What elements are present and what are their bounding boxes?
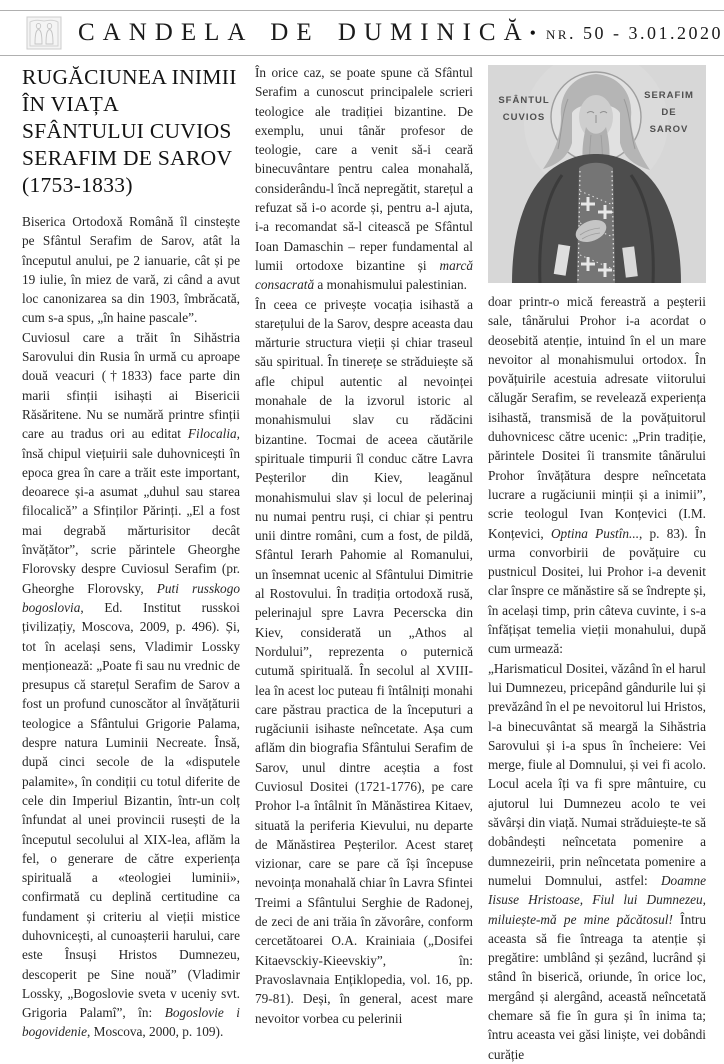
- paragraph: [255, 63, 473, 295]
- icon-inscription-left-2: CUVIOS: [502, 112, 546, 123]
- icon-inscription-left-1: SFÂNTUL: [498, 95, 550, 106]
- icon-inscription-right-1: SERAFIM: [644, 90, 694, 101]
- text-run: , p. 83). În urma convorbirii de povățuire cu pustnicul Dositei, lui Prohor i-a devenit clar înspre ce mănăstire să se îndrepte și, în același timp, prin câteva cuvinte, i s-a înfățișat temelia vieții monahului, după cum urmează:: [488, 525, 706, 657]
- icon-inscription-right-3: SAROV: [649, 124, 689, 135]
- italic-text: Filocalia: [187, 426, 237, 442]
- text-run: , însă chipul viețuirii sale duhovnicești în epoca grea în care a trăit este important, deoarece și-a asumat „duhul sau starea filocalică” a Sfinților Părinți. „El a fost mai degrabă mărturisitor decât învățător”, scrie părintele Gheorghe Florovsky despre Cuviosul Serafim (pr. Gheorghe Florovsky,: [22, 426, 240, 596]
- italic-text: Puti russkogo bogoslovia: [22, 580, 240, 615]
- issue-number-date: nr. 50 - 3.01.2020: [545, 22, 724, 43]
- paragraph: [22, 328, 240, 1042]
- italic-text: Bogoslovie i bogovidenie: [22, 1005, 240, 1040]
- text-run: În ceea ce privește vocația isihastă a starețului de la Sarov, despre aceasta dau mărturie structura vieții și chiar traseul său spiritual. În tinerețe se străduiește să afle chipul autentic al nevoinței monahale de la izvorul istoric al monahismului slav cu rădăcini bizantine. Tocmai de aceea căutările spirituale timpurii îl conduc către Lavra Peșterilor din Kiev, leagănul monahismului slav și locul de pelerinaj nu numai pentru ruși, ci chiar și pentru unii dintre români, cum a fost, de pildă, Sfântul Ierarh Pahomie al Romanului, un însemnat ucenic al Sfântului Dimitrie al Rostovului. În tradiția ortodoxă rusă, pelerinajul spre Lavra Pecerscka din Kiev, considerată un „Athos al Nordului”, reprezenta o puternică cutumă spirituală. În secolul al XVIII-lea în acest loc puteau fi întâlniți monahi care păstrau practica de la începuturi a rugăciunii isihaste neîncetate. Așa cum aflăm din biografia Sfântului Serafim de Sarov, unul dintre aceștia a fost Cuviosul Dositei (1721-1776), pe care Prohor l-a întâlnit în Mănăstirea Kitaev, situată la periferia Kievului, nu departe de Mănăstirea Peșterilor. Acest stareț vizionar, care se pare că își începuse nevoința monahală chiar în Lavra Sfintei Treimi a Sfântului Serghie de Radonej, de zeci de ani trăia în zăvorâre, conform cercetătoarei O.A. Krainiaia („Dosifei Kitaevsckiy-Kieevskiy”, în: Pravoslavnaia Ențiklopedia, vol. 16, pp. 79-81). Deși, în general, acest mare nevoitor vorbea cu pelerinii: [255, 296, 473, 1026]
- italic-text: Doamne Iisuse Hristoase, Fiul lui Dumnezeu, miluiește-mă pe mine păcătosul!: [488, 872, 706, 927]
- text-run: , Moscova, 2000, p. 109).: [87, 1024, 224, 1040]
- text-run: , Ed. Institut russkoi țivilizațiy, Moscova, 2009, p. 496). Și, tot în același sens, Vladimir Lossky menționează: „Poate fi sau nu vrednic de presupus că starețul Serafim de Sarov a fost un profund cunoscător al învățăturii teologice a Sfântului Grigorie Palama, despre natura Luminii Necreate. Însă, după cinci secole de la «disputele palamite», în condiții cu totul diferite de cele din Imperiul Bizantin, într-un colț înfundat al unei provincii rusești de la începutul secolului al XIX-lea, aflăm la fel, o generare de către experiența spirituală a «teologiei luminii», confirmată cu deplină certitudine ca fundament și criteriu al vieții mistice duhovnicești, al cunoașterii harului, care este Însuși Hristos Dumnezeu, descoperit pe Sine nouă” (Vladimir Lossky, „Bogoslovie sveta v uceniy svt. Grigoria Palamî”, în:: [22, 599, 240, 1021]
- italic-text: Optina Pustîn...: [550, 525, 640, 541]
- text-run: În orice caz, se poate spune că Sfântul Serafim a cunoscut principalele scrieri teologice ale tradiției bizantine. De exemplu, unui tânăr profesor de teologie, care a venit să-i ceară binecuvântare pentru calea monahală, considerându-l încă nepregătit, starețul a refuzat să i-o acorde și, pentru a-l ajuta, i-a recomandat să-l citească pe Sfântul Ioan Damaschin – reper fundamental al lumii ortodoxe bizantine și: [255, 65, 473, 273]
- article-title: RUGĂCIUNEA INIMII ÎN VIAȚA SFÂNTULUI CUVIOS SERAFIM DE SAROV (1753-1833): [22, 65, 237, 197]
- issue-group: [530, 23, 723, 44]
- paragraph: [488, 659, 706, 1064]
- italic-text: marcă consacrată: [255, 257, 473, 293]
- column-2: [255, 63, 473, 1064]
- bullet-separator: •: [529, 22, 536, 43]
- text-run: Întru aceasta să fie întreaga ta atenție și pregătire: umblând și șezând, lucrând și stând în biserică, oriunde, în orice loc, mergând și alergând, această neîncetată chemare să fie în gura și în inima ta; întru aceasta vei găsi liniște, vei dobândi curăție: [488, 911, 706, 1062]
- icon-inscription-right-2: DE: [661, 107, 677, 118]
- text-run: doar printr-o mică fereastră a peșterii sale, tânărului Prohor i-a acordat o deosebită atenție, intuind în el un mare nevoitor al monahismului ortodox. În povățuirile acestuia adresate viitorului călugăr Serafim, se revelează experiența isihastă, transmisă de la povățuitorul duhovnicesc către ucenic: „Prin tradiție, părintele Dositei îi transmite tânărului Prohor învățătura despre neîncetata lucrare a rugăciunii minții și a inimii”, scrie teologul Ivan Konțevici (I.M. Konțevici,: [488, 294, 706, 541]
- saint-seraphim-icon-image: [488, 65, 706, 283]
- paragraph: [488, 292, 706, 659]
- paragraph: [22, 212, 240, 328]
- newsletter-page: [0, 10, 724, 1062]
- text-run: „Harismaticul Dositei, văzând în el harul lui Dumnezeu, pricepând gândurile lui și prevăzând în el pe nevoitorul lui Hristos, l-a binecuvântat să meargă la Sihăstria Sarovului și i-a spus în încheiere: Vei merge, fiule al Domnului, și vei fi acolo. Locul acela îți va fi spre mântuire, cu ajutorul lui Dumnezeu acolo te vei săvârși din viață. Numai străduiește-te să dobândești neîncetata pomenire a dumnezeirii, prin neîncetata pomenire a numelui Domnului, astfel:: [488, 660, 706, 888]
- publication-title: CANDELA DE DUMINICĂ: [78, 19, 530, 46]
- paragraph: [255, 295, 473, 1028]
- column-3: [488, 63, 706, 1064]
- text-run: a monahismului palestinian.: [314, 277, 467, 293]
- text-run: Cuviosul care a trăit în Sihăstria Sarovului din Rusia în urmă cu aproape două veacuri (†1833) face parte din marii sfinții isihaști ai Bisericii Răsăritene. Nu se numără printre sfinții care au tradus ori au editat: [22, 329, 240, 442]
- text-run: Biserica Ortodoxă Română îl cinstește pe Sfântul Serafim de Sarov, atât la începutul anului, pe 2 ianuarie, cât și pe 19 iulie, în miez de vară, zi când a avut loc canonizarea sa din 1903, îmbrăcată, cum s-a spus, „în haine pascale”.: [22, 214, 240, 326]
- article-body: [0, 56, 724, 1064]
- diocese-emblem-icon: [26, 16, 62, 50]
- masthead-bar: [0, 10, 724, 56]
- column-1: [22, 63, 240, 1064]
